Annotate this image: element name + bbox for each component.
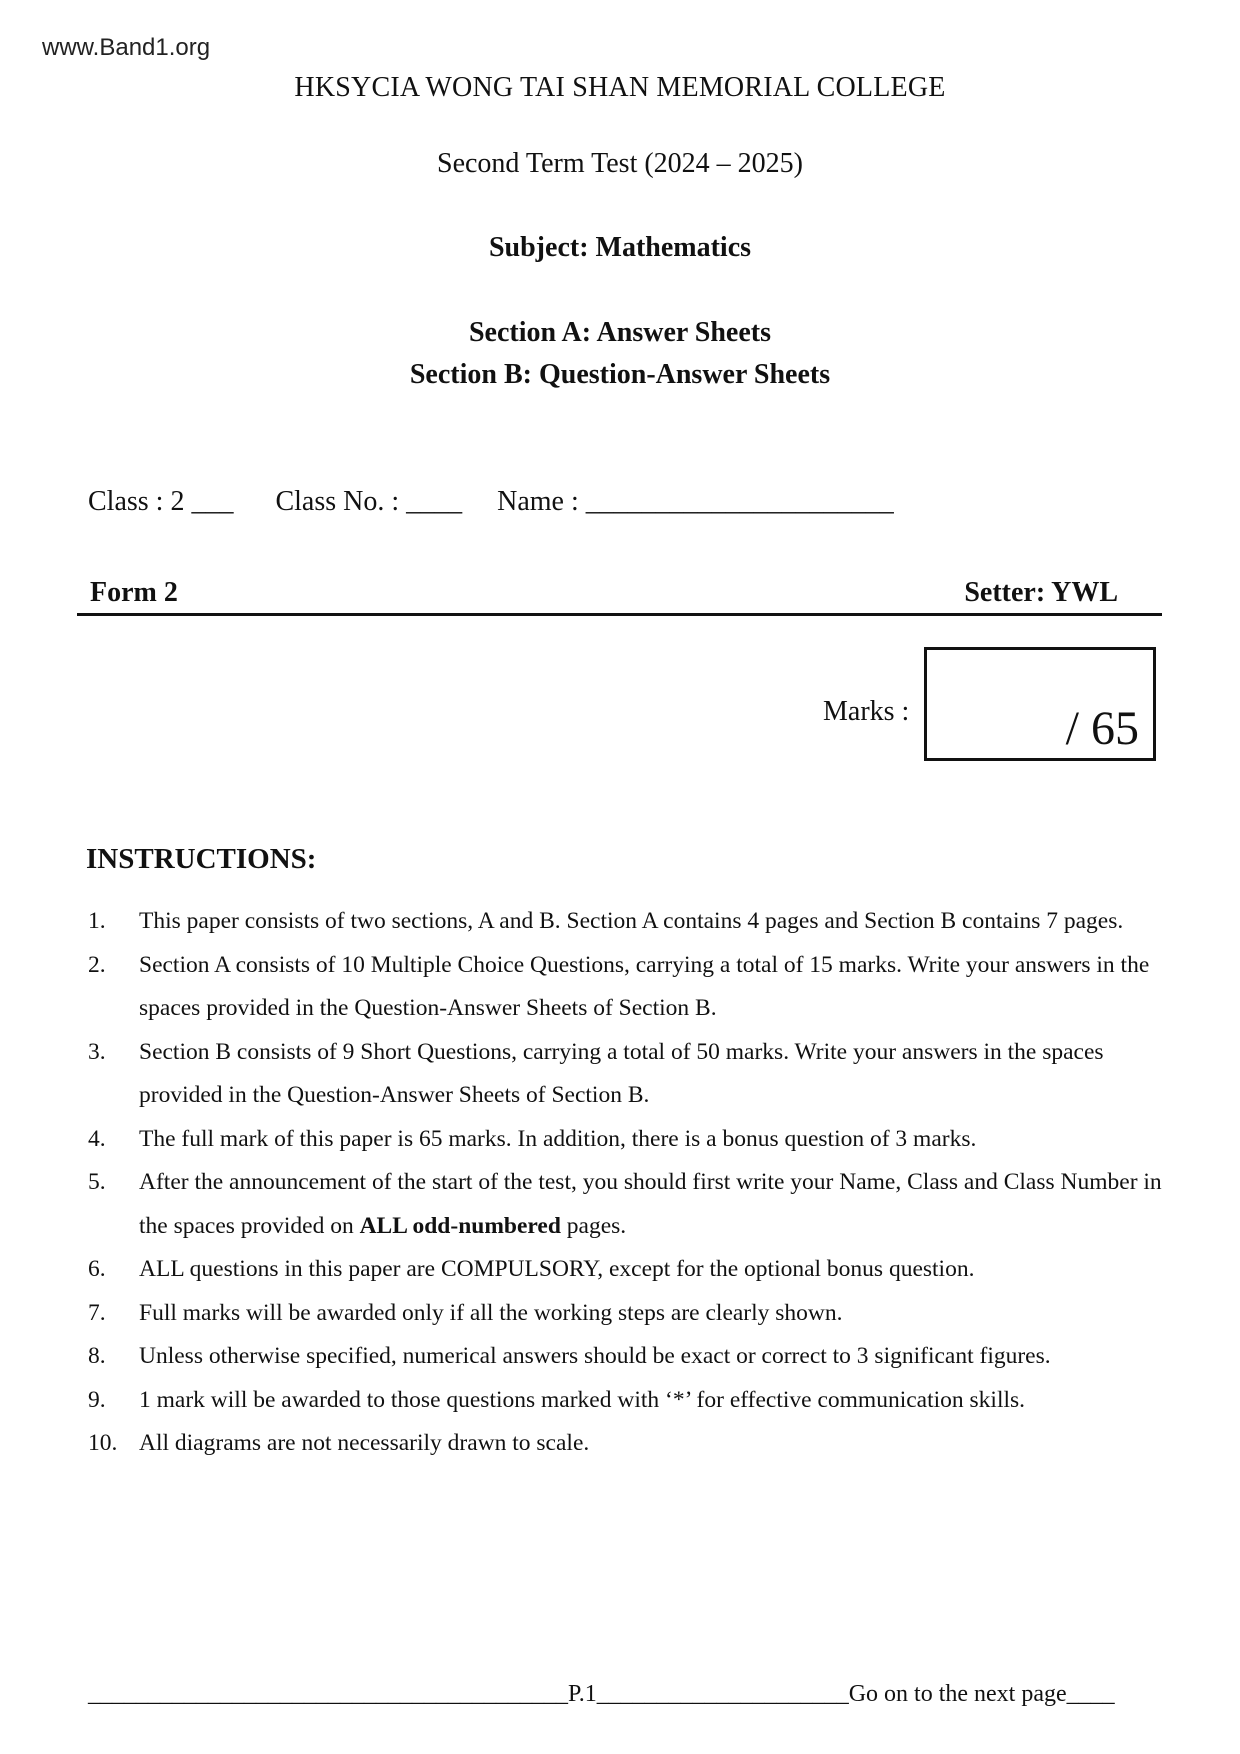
- instruction-text: Section A consists of 10 Multiple Choice Questions, carrying a total of 15 marks. Write your answers in the spaces provided in the Question-Answer Sheets of Section B.: [139, 951, 1150, 1021]
- instruction-item: [88, 1292, 1168, 1336]
- instructions-title: INSTRUCTIONS:: [86, 843, 317, 875]
- setter-label: Setter: YWL: [964, 577, 1118, 608]
- instruction-text: 1 mark will be awarded to those questions marked with ‘*’ for effective communication skills.: [139, 1386, 1026, 1413]
- instruction-item: [88, 1335, 1168, 1379]
- instruction-text: ALL questions in this paper are COMPULSORY, except for the optional bonus question.: [139, 1256, 975, 1282]
- instruction-text: Section B consists of 9 Short Questions, carrying a total of 50 marks. Write your answers in the spaces provided in the Question-Answer Sheets of Section B.: [139, 1038, 1104, 1108]
- instruction-text-emphasis: ALL odd-numbered: [359, 1212, 561, 1239]
- instruction-number: 1.: [88, 908, 106, 934]
- instruction-text: Unless otherwise specified, numerical answers should be exact or correct to 3 significant figures.: [139, 1343, 1051, 1369]
- page-footer: ________________________________________P.1_____________________Go on to the next page____: [88, 1681, 1115, 1707]
- instruction-number: 8.: [88, 1343, 106, 1369]
- instruction-number: 3.: [88, 1038, 106, 1065]
- instruction-item: [88, 944, 1168, 1031]
- instruction-number: 7.: [88, 1299, 106, 1326]
- form-label: Form 2: [90, 577, 178, 608]
- marks-box: [924, 647, 1156, 761]
- instruction-text: Full marks will be awarded only if all the working steps are clearly shown.: [139, 1299, 843, 1326]
- instruction-number: 5.: [88, 1169, 106, 1195]
- school-name: HKSYCIA WONG TAI SHAN MEMORIAL COLLEGE: [294, 72, 946, 103]
- instruction-text: This paper consists of two sections, A and B. Section A contains 4 pages and Section B contains 7 pages.: [139, 908, 1124, 934]
- student-info-fields: Class : 2 ___ Class No. : ____ Name : ______________________: [88, 486, 894, 517]
- instruction-text-part: After the announcement of the start of the test, you should first write your Name, Class and Class Number in the spaces provided on: [139, 1169, 1162, 1239]
- subject-title: Subject: Mathematics: [488, 232, 752, 263]
- instruction-text: The full mark of this paper is 65 marks. In addition, there is a bonus question of 3 marks.: [139, 1125, 977, 1152]
- instruction-item: [88, 1118, 1168, 1162]
- instruction-item: [88, 1379, 1168, 1423]
- instruction-number: 4.: [88, 1125, 106, 1152]
- instruction-number: 2.: [88, 951, 106, 978]
- instruction-number: 6.: [88, 1256, 106, 1282]
- instruction-text-part: pages.: [560, 1212, 627, 1239]
- section-a-title: Section A: Answer Sheets: [468, 317, 772, 348]
- section-b-title: Section B: Question-Answer Sheets: [409, 359, 831, 390]
- instruction-item: [88, 1422, 1168, 1466]
- watermark-text: www.Band1.org: [42, 34, 211, 61]
- instruction-number: 10.: [88, 1430, 118, 1456]
- instructions-list: [88, 900, 1168, 1466]
- instruction-number: 9.: [88, 1386, 106, 1413]
- instruction-item: [88, 1248, 1168, 1292]
- test-term: Second Term Test (2024 – 2025): [437, 148, 803, 179]
- instruction-item: [88, 1031, 1168, 1118]
- instruction-item: [88, 1161, 1168, 1248]
- marks-total: / 65: [1065, 702, 1139, 755]
- header-divider: [77, 613, 1162, 616]
- instruction-item: [88, 900, 1168, 944]
- instruction-text: [139, 1161, 1168, 1248]
- marks-label: Marks :: [823, 696, 910, 727]
- instruction-text: All diagrams are not necessarily drawn to scale.: [139, 1430, 590, 1456]
